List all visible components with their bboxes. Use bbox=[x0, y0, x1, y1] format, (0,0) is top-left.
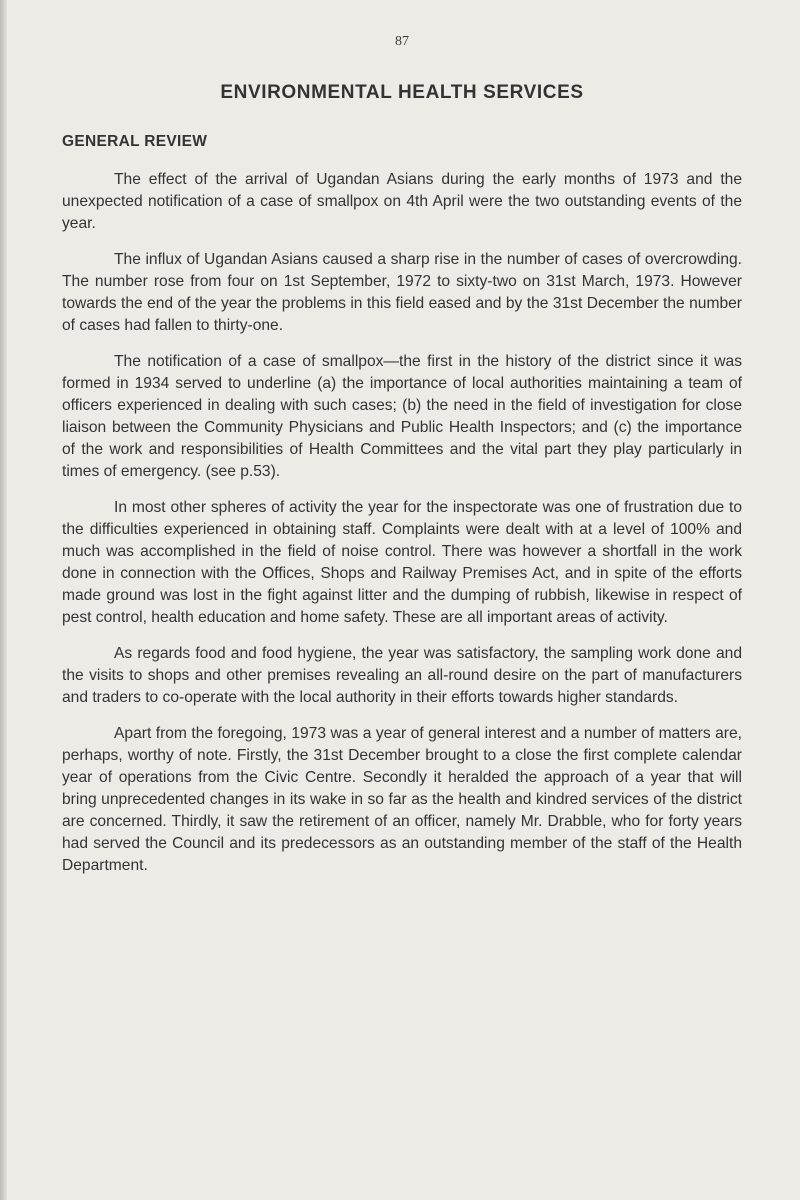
paragraph-1: The effect of the arrival of Ugandan Asians during the early months of 1973 and the unexpected notification of a case of smallpox on 4th April were the two outstanding events of the year. bbox=[62, 171, 742, 232]
body-text bbox=[62, 169, 742, 891]
page-title: ENVIRONMENTAL HEALTH SERVICES bbox=[220, 82, 584, 103]
paragraph-5: As regards food and food hygiene, the year was satisfactory, the sampling work done and the visits to shops and other premises revealing an all-round desire on the part of manufacturers and traders to co-operate with the local authority in their efforts towards higher standards. bbox=[62, 645, 742, 706]
paragraph-4: In most other spheres of activity the year for the inspectorate was one of frustration due to the difficulties experienced in obtaining staff. Complaints were dealt with at a level of 100% and much was accomplished in the field of noise control. There was however a shortfall in the work done in connection with the Offices, Shops and Railway Premises Act, and in spite of the efforts made ground was lost in the fight against litter and the dumping of rubbish, likewise in respect of pest control, health education and home safety. These are all important areas of activity. bbox=[62, 499, 742, 626]
paragraph-3: The notification of a case of smallpox—the first in the history of the district since it was formed in 1934 served to underline (a) the importance of local authorities maintaining a team of officers experienced in dealing with such cases; (b) the need in the field of investigation for close liaison between the Community Physicians and Public Health Inspectors; and (c) the importance of the work and responsibilities of Health Committees and the vital part they play particularly in times of emergency. (see p.53). bbox=[62, 353, 742, 480]
section-heading: GENERAL REVIEW bbox=[62, 133, 208, 150]
page-number: 87 bbox=[395, 34, 409, 49]
page-binding-edge bbox=[0, 0, 7, 1200]
paragraph-6: Apart from the foregoing, 1973 was a year of general interest and a number of matters are, perhaps, worthy of note. Firstly, the 31st December brought to a close the first complete calendar year of operations from the Civic Centre. Secondly it heralded the approach of a year that will bring unprecedented changes in its wake in so far as the health and kindred services of the district are concerned. Thirdly, it saw the retirement of an officer, namely Mr. Drabble, who for forty years had served the Council and its predecessors as an outstanding member of the staff of the Health Department. bbox=[62, 725, 742, 874]
paragraph-2: The influx of Ugandan Asians caused a sharp rise in the number of cases of overcrowding. The number rose from four on 1st September, 1972 to sixty-two on 31st March, 1973. However towards the end of the year the problems in this field eased and by the 31st December the number of cases had fallen to thirty-one. bbox=[62, 251, 742, 334]
